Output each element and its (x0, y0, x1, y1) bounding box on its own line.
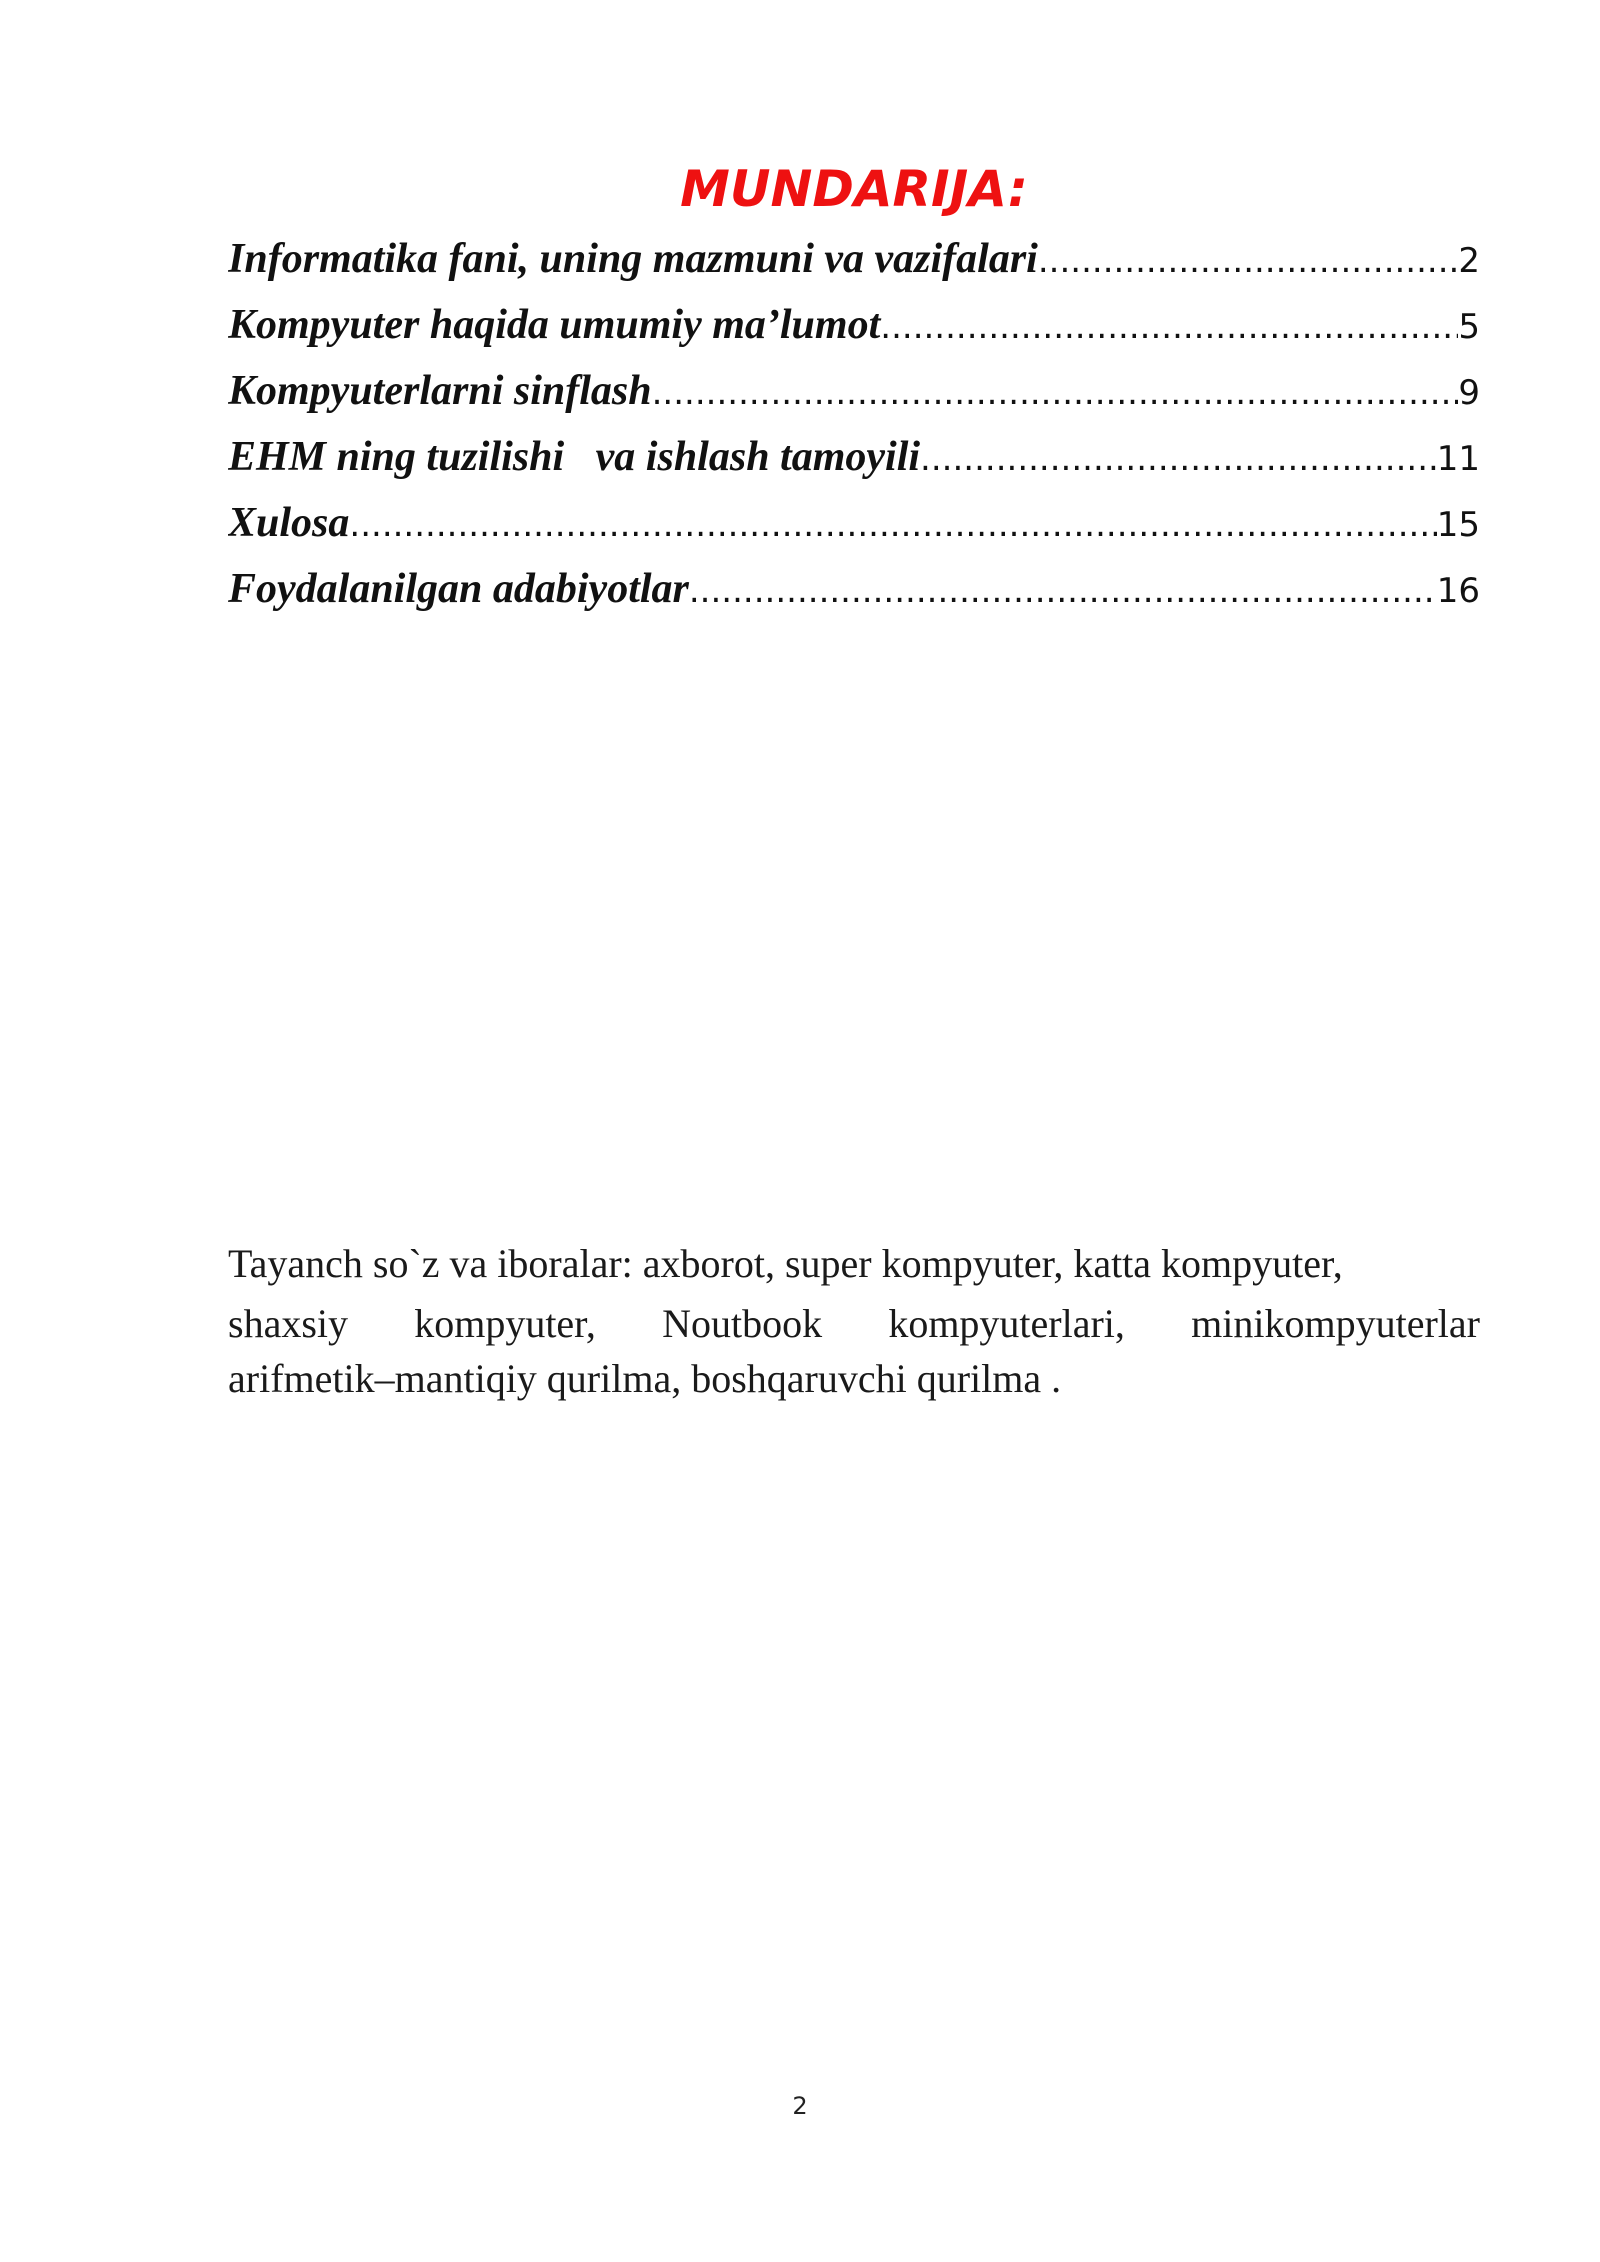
toc-entry-label: Informatika fani, uning mazmuni va vazifalari (228, 236, 1038, 282)
toc-entry-label: Kompyuter haqida umumiy ma’lumot (228, 302, 881, 348)
toc-dot-leader (880, 294, 1458, 358)
toc-title: MUNDARIJA: (680, 160, 1028, 218)
toc-dot-leader (1038, 228, 1459, 292)
toc-entry-page: 15 (1436, 505, 1480, 545)
toc-entry-label: Xulosa (228, 500, 350, 546)
keyword-word: kompyuterlari, (888, 1301, 1125, 1346)
toc-entry-page: 16 (1436, 571, 1480, 611)
toc-entry-page: 11 (1436, 439, 1480, 479)
toc-entry[interactable] (228, 556, 1480, 622)
toc-dot-leader (652, 360, 1459, 424)
toc-entry-label: Foydalanilgan adabiyotlar (228, 566, 689, 612)
keyword-word: kompyuter, (414, 1301, 596, 1346)
keyword-word: minikompyuterlar (1191, 1301, 1480, 1346)
toc-entry-label: EHM ning tuzilishi va ishlash tamoyili (228, 434, 921, 480)
toc-entry[interactable] (228, 226, 1480, 292)
toc-entry[interactable] (228, 292, 1480, 358)
toc-entry-page: 5 (1458, 307, 1480, 347)
keyword-word: Noutbook (662, 1301, 823, 1346)
keywords-line: arifmetik–mantiqiy qurilma, boshqaruvchi qurilma . (228, 1356, 1062, 1401)
keyword-word: shaxsiy (228, 1301, 348, 1346)
page-number: 2 (792, 2092, 808, 2120)
table-of-contents (228, 226, 1480, 622)
keywords-line: Tayanch so`z va iboralar: axborot, super kompyuter, katta kompyuter, (228, 1241, 1343, 1286)
toc-entry-label: Kompyuterlarni sinflash (228, 368, 652, 414)
keywords-justified-line (228, 1293, 1480, 1355)
toc-entry[interactable] (228, 358, 1480, 424)
toc-entry[interactable] (228, 490, 1480, 556)
toc-entry-page: 2 (1458, 241, 1480, 281)
keywords-paragraph (228, 1235, 1480, 1403)
toc-dot-leader (349, 492, 1436, 556)
toc-entry-page: 9 (1458, 373, 1480, 413)
toc-dot-leader (920, 426, 1437, 490)
toc-dot-leader (689, 558, 1437, 622)
toc-entry[interactable] (228, 424, 1480, 490)
